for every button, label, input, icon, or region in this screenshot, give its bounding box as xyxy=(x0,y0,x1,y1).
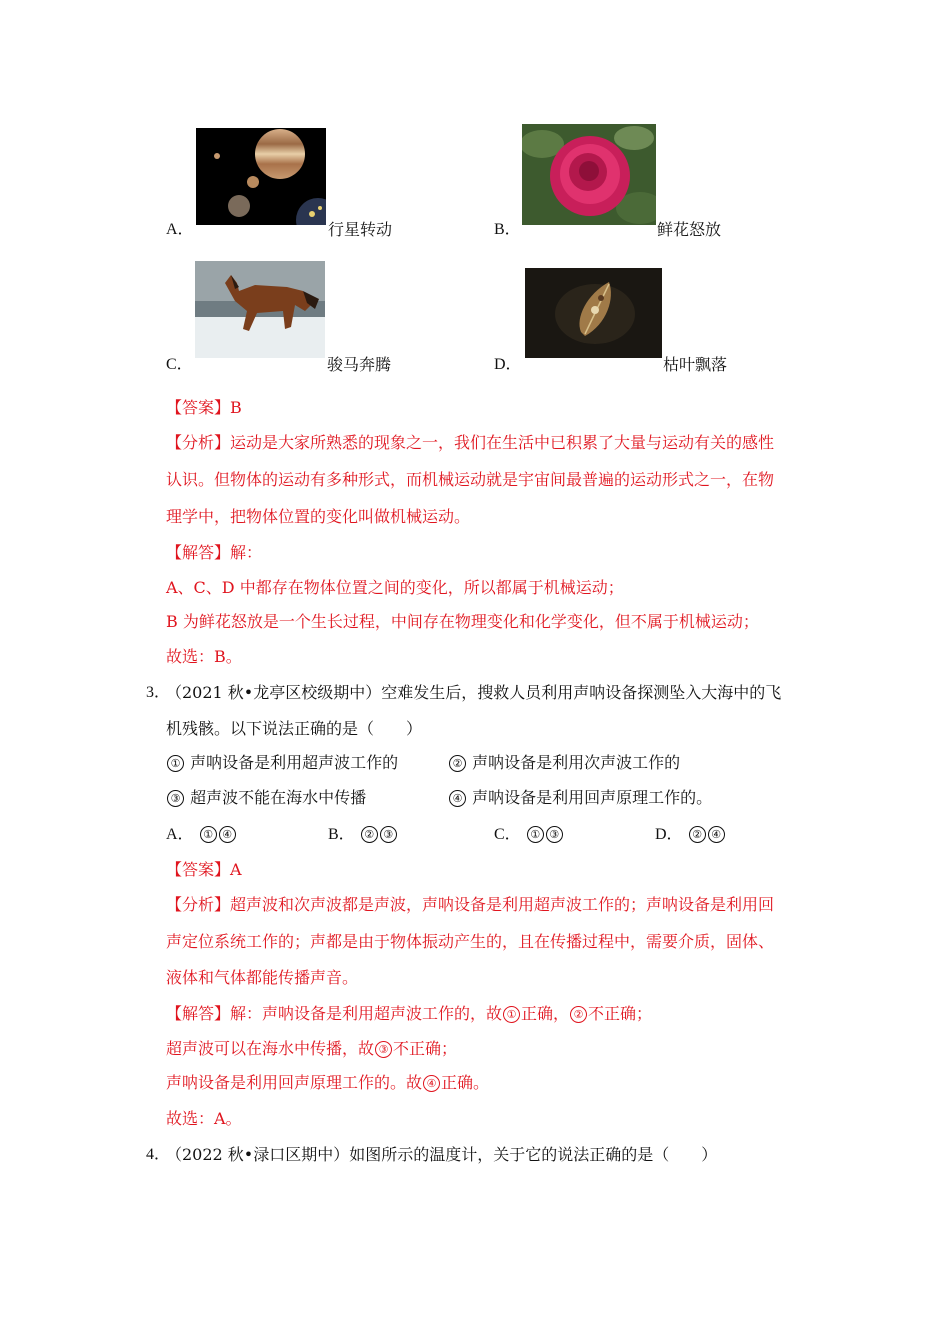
q3-statement-2: ② 声呐设备是利用次声波工作的 xyxy=(448,753,680,773)
q3-option-d: D． ② ④ xyxy=(655,824,726,845)
rose-image xyxy=(522,124,656,225)
option-b-letter: B． xyxy=(494,221,521,238)
horse-image xyxy=(195,261,325,358)
q3-statement-1: ① 声呐设备是利用超声波工作的 xyxy=(166,753,398,773)
q3-stem-line-1: （2021 秋•龙亭区校级期中）空难发生后，搜救人员利用声呐设备探测坠入大海中的飞 xyxy=(166,683,782,702)
q3-statement-4: ④ 声呐设备是利用回声原理工作的。 xyxy=(448,788,712,808)
q3-option-c: C． ① ③ xyxy=(494,824,564,845)
q3-number: 3． xyxy=(146,684,171,701)
q2-solution-line-2: B 为鲜花怒放是一个生长过程，中间存在物理变化和化学变化，但不属于机械运动； xyxy=(166,612,759,631)
q3-option-b: B． ② ③ xyxy=(328,824,398,845)
option-c-caption: 骏马奔腾 xyxy=(327,355,392,374)
q3-statement-3: ③ 超声波不能在海水中传播 xyxy=(166,788,366,808)
planets-image xyxy=(196,128,326,225)
q4-stem: （2022 秋•渌口区期中）如图所示的温度计，关于它的说法正确的是（ ） xyxy=(166,1145,718,1164)
q4-number: 4． xyxy=(146,1146,171,1163)
q2-choice: 故选：B。 xyxy=(166,647,242,666)
option-b-caption: 鲜花怒放 xyxy=(657,220,722,239)
q2-analysis-line-1: 【分析】运动是大家所熟悉的现象之一，我们在生活中已积累了大量与运动有关的感性 xyxy=(166,433,775,452)
q2-analysis-line-2: 认识。但物体的运动有多种形式，而机械运动就是宇宙间最普遍的运动形式之一，在物 xyxy=(166,470,775,489)
q3-solution-line-2: 超声波可以在海水中传播，故 ③ 不正确； xyxy=(166,1039,458,1058)
circled-number: ④ xyxy=(449,790,466,807)
q2-solution-heading: 【解答】解： xyxy=(166,543,263,562)
q3-choice: 故选：A。 xyxy=(166,1109,242,1128)
q3-analysis-line-3: 液体和气体都能传播声音。 xyxy=(166,968,359,987)
q3-option-a: A． ① ④ xyxy=(166,824,237,845)
q3-solution-line-3: 声呐设备是利用回声原理工作的。故 ④ 正确。 xyxy=(166,1073,490,1092)
leaf-image xyxy=(525,268,662,358)
circled-number: ③ xyxy=(167,790,184,807)
q3-stem-line-2: 机残骸。以下说法正确的是（ ） xyxy=(166,719,423,738)
option-d-letter: D． xyxy=(494,356,522,373)
q3-solution-line-1: 【解答】解：声呐设备是利用超声波工作的，故 ① 正确， ② 不正确； xyxy=(166,1004,653,1023)
q3-analysis-line-1: 【分析】超声波和次声波都是声波，声呐设备是利用超声波工作的；声呐设备是利用回 xyxy=(166,895,775,914)
q2-answer: 【答案】B xyxy=(166,398,242,417)
option-c-letter: C． xyxy=(166,356,193,373)
q3-answer: 【答案】A xyxy=(166,860,242,879)
option-a-letter: A． xyxy=(166,221,194,238)
q3-analysis-line-2: 声定位系统工作的；声都是由于物体振动产生的，且在传播过程中，需要介质，固体、 xyxy=(166,932,775,951)
option-d-caption: 枯叶飘落 xyxy=(663,355,728,374)
option-a-caption: 行星转动 xyxy=(328,220,393,239)
circled-number: ① xyxy=(167,755,184,772)
q2-analysis-line-3: 理学中，把物体位置的变化叫做机械运动。 xyxy=(166,507,471,526)
circled-number: ② xyxy=(449,755,466,772)
q2-solution-line-1: A、C、D 中都存在物体位置之间的变化，所以都属于机械运动； xyxy=(166,578,624,597)
